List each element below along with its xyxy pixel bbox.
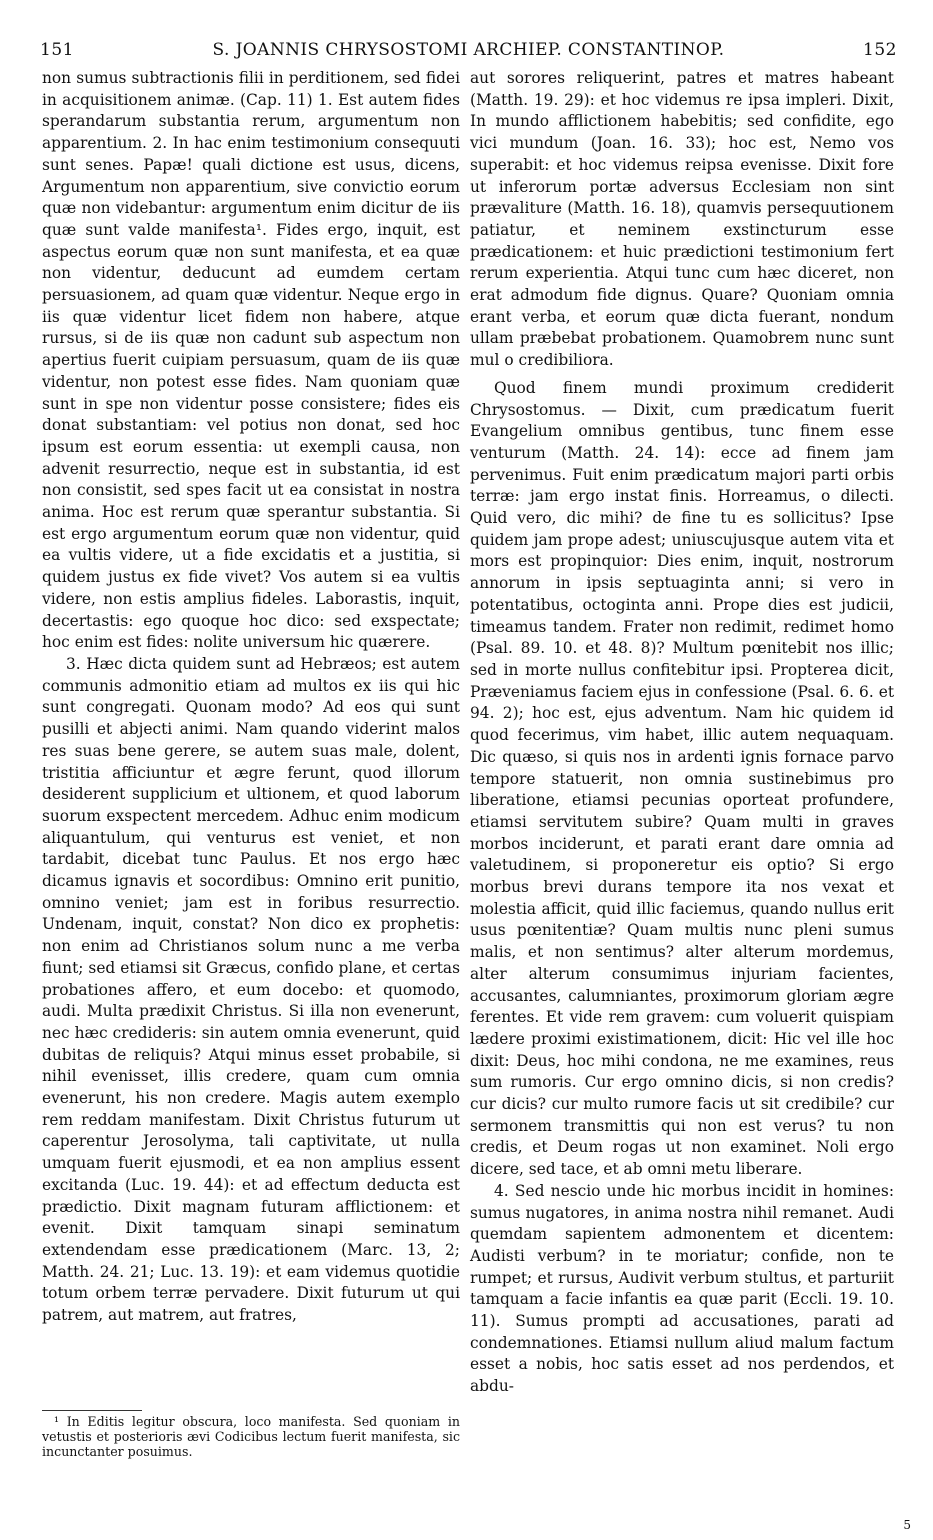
right-column — [470, 68, 894, 1398]
footnote-divider — [42, 1410, 142, 1411]
left-paragraph-2: 3. Hæc dicta quidem sunt ad Hebræos; est autem communis admonitio etiam ad multos ex iis qui hic sunt congregati. Quonam modo? Ad eos qui sunt pusilli et abjecti animi. Nam quando viderint malos res suas bene gerere, se autem suas male, dolent, tristitia afficiuntur et ægre ferunt, quod illorum desiderent supplicium et ultionem, et quod laborum suorum exspectent mercedem. Adhuc enim modicum aliquantulum, qui venturus est veniet, et non tardabit, dicebat tunc Paulus. Et nos ergo hæc dicamus ignavis et socordibus: Omnino erit punitio, omnino veniet; jam est in foribus resurrectio. Undenam, inquit, constat? Non dico ex prophetis: non enim ad Christianos solum nunc a me verba fiunt; sed etiamsi sit Græcus, confido plane, et certas probationes affero, et eum docebo: et quomodo, audi. Multa prædixit Christus. Si illa non evenerunt, nec hæc credideris: sin autem omnia evenerunt, quid dubitas de reliquis? Atqui minus esset probabile, si nihil evenisset, illis credere, quam cum omnia evenerunt, his non credere. Magis autem exemplo rem reddam manifestam. Dixit Christus futurum ut caperentur Jerosolyma, tali captivitate, ut nulla umquam fuerit ejusmodi, et ea non amplius essent excitanda (Luc. 19. 44): et ad effectum deducta est prædictio. Dixit magnam futuram afflictionem: et evenit. Dixit tamquam sinapi seminatum extendendam esse prædicationem (Marc. 13, 2; Matth. 24. 21; Luc. 13. 19): et eam videmus quotidie totum orbem terræ pervadere. Dixit futurum ut qui patrem, aut matrem, aut fratres, — [42, 654, 460, 1325]
right-paragraph-1: aut sorores reliquerint, patres et matres habeant (Matth. 19. 29): et hoc videmus re ipsa impleri. Dixit, In mundo afflictionem habebitis; sed confidite, ego vici mundum (Joan. 16. 33); hoc est, Nemo vos superabit: et hoc videmus reipsa evenisse. Dixit fore ut inferorum portæ adversus Ecclesiam non sint prævaliture (Matth. 16. 18), quamvis persequutionem patiatur, et neminem exstincturum esse prædicationem: et huic prædictioni testimonium fert rerum experientia. Atqui tunc cum hæc diceret, non erat admodum fide dignus. Quare? Quoniam omnia erant verba, et eorum quæ dicta fuerant, nondum ullam præbebat probationem. Quamobrem nunc sunt mul o credibiliora. — [470, 69, 894, 370]
footnote — [42, 1414, 460, 1459]
left-paragraph-1: non sumus subtractionis filii in perditionem, sed fidei in acquisitionem animæ. (Cap. 11) 1. Est autem fides sperandarum substantia rerum, argumentum non apparentium. 2. In hac enim testimonium consequuti sunt senes. Papæ! quali dictione est usus, dicens, Argumentum non apparentium, sive convictio eorum quæ non videbantur: argumentum enim dicitur de iis quæ sunt valde manifesta¹. Fides ergo, inquit, est aspectus eorum quæ non sunt manifesta, et ea quæ non videntur, deducunt ad eumdem certam persuasionem, ad quam quæ videntur. Neque ergo in iis quæ videntur licet fidem non habere, atque rursus, si de iis quæ non cadunt sub aspectum non apertius fuerit cuipiam persuasum, quam de iis quæ videntur, non potest esse fides. Nam quoniam quæ sunt in spe non videntur posse consistere; fides eis donat substantiam: vel potius non donat, sed hoc ipsum est eorum essentia: ut exempli causa, non advenit resurrectio, neque est in substantia, id est non consistit, sed spes facit ut ea consistat in nostra anima. Hoc est rerum quæ sperantur substantia. Si est ergo argumentum eorum quæ non videntur, quid ea vultis videre, ut a fide excidatis et a justitia, si quidem justus ex fide vivet? Vos autem si ea vultis videre, non estis amplius fideles. Laborastis, inquit, decertastis: ego quoque hoc dico: sed exspectate; hoc enim est fides: nolite universum hic quærere. — [42, 69, 460, 652]
footnote-text: ¹ In Editis legitur obscura, loco manifesta. Sed quoniam in vetustis et posterioris ævi Codicibus lectum fuerit manifesta, sic incunctanter posuimus. — [42, 1414, 460, 1459]
right-paragraph-2: Quod finem mundi proximum crediderit Chrysostomus. — Dixit, cum prædicatum fuerit Evangelium omnibus gentibus, tunc finem esse venturum (Matth. 24. 14): ecce ad finem jam pervenimus. Fuit enim prædicatum majori parti orbis terræ: jam ergo instat finis. Horreamus, o dilecti. Quid vero, dic mihi? de fine tu es sollicitus? Ipse quidem jam prope adest; uniuscujusque autem vita et mors est propinquior: Dies enim, inquit, nostrorum annorum in ipsis septuaginta anni; si vero in potentatibus, octoginta anni. Prope dies est judicii, timeamus tandem. Frater non redimit, redimet homo (Psal. 89. 10. et 48. 8)? Multum pœnitebit nos illic; sed in morte nullus confitebitur ipsi. Propterea dicit, Præveniamus faciem ejus in confessione (Psal. 6. 6. et 94. 2); hoc est, ejus adventum. Nam hic quidem id quod fecerimus, vim habet, illic autem nequaquam. Dic quæso, si quis nos in ardenti ignis fornace parvo tempore statuerit, non omnia sustinebimus pro liberatione, etiamsi pecunias oporteat profundere, etiamsi servitutem subire? Quam multi in graves morbos inciderunt, et parati erant dare omnia ad valetudinem, si proponeretur eis optio? Si ergo morbus brevi durans tempore ita nos vexat et molestia afficit, quid illic faciemus, quando nullus erit usus pœnitentiæ? Quam multis nunc pleni sumus malis, et non sentimus? alter alterum mordemus, alter alterum consumimus injuriam facientes, accusantes, calumniantes, proximorum gloriam ægre ferentes. Et vide rem gravem: cum voluerit quispiam lædere proximi existimationem, dicit: Hic vel ille hoc dixit: Deus, hoc mihi condona, ne me examines, reus sum rumoris. Cur ergo omnino dicis, si non credis? cur dicis? cur multo rumore facis ut sit credibile? cur sermonem transmittis qui non est verus? tu non credis, et Deum rogas ut non examinet. Noli ergo dicere, sed tace, et ab omni metu liberare. — [470, 378, 894, 1179]
right-paragraph-3: 4. Sed nescio unde hic morbus incidit in homines: sumus nugatores, in anima nostra nihil remanet. Audi quemdam sapientem admonentem et dicentem: Audisti verbum? in te moriatur; confide, non te rumpet; et rursus, Audivit verbum stultus, et parturiit tamquam a facie infantis ea quæ parit (Eccli. 19. 10. 11). Sumus prompti ad accusationes, parati ad condemnationes. Etiamsi nullum aliud malum factum esset a nobis, hoc satis esset ad nos perdendos, et abdu- — [470, 1181, 894, 1396]
page-number-right: 152 — [863, 40, 897, 60]
left-column — [42, 68, 460, 1327]
running-head — [40, 36, 897, 64]
signature-mark: 5 — [903, 1518, 911, 1532]
page-number-left: 151 — [40, 40, 74, 60]
running-title: S. JOANNIS CHRYSOSTOMI ARCHIEP. CONSTANTINOP. — [212, 40, 725, 60]
